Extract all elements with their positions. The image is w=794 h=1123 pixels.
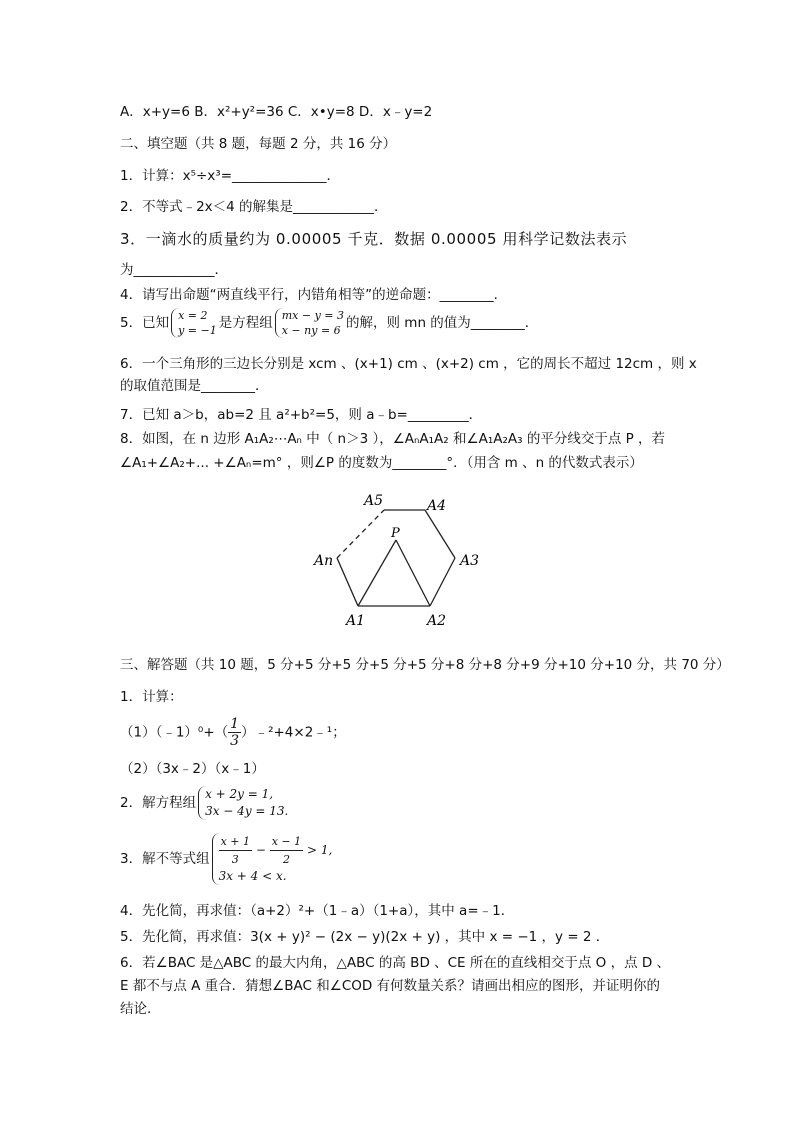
one-third-fraction xyxy=(228,716,241,749)
solve-q6-line3: 结论． xyxy=(120,1001,161,1017)
section-2-title: 二、填空题（共 8 题，每题 2 分，共 16 分） xyxy=(120,136,397,152)
solve-q1-part2: （2）（3x﹣2）（x﹣1） xyxy=(120,761,265,777)
label-a3: A3 xyxy=(460,553,480,569)
fill-q7: 7．已知 a＞b，ab=2 且 a²+b²=5，则 a﹣b=_________． xyxy=(120,407,483,423)
bisector-a1-p xyxy=(358,540,396,606)
solve-q1-part1 xyxy=(120,716,346,749)
solve-q3-pre: 3．解不等式组 xyxy=(120,851,210,867)
sys-line: x − ny = 6 xyxy=(281,324,341,337)
choice-options: A．x+y=6 B．x²+y²=36 C．x•y=8 D．x﹣y=2 xyxy=(120,104,433,120)
part1-pre: （1）（﹣1）⁰+（ xyxy=(120,724,229,741)
part1-post: ）﹣²+4×2﹣¹； xyxy=(241,724,346,741)
solve-q5: 5．先化简，再求值：3(x + y)² − (2x − y)(2x + y) ，其中 x = −1 ，y = 2 ． xyxy=(120,929,610,945)
fill-q3-line2: 为____________． xyxy=(120,262,228,278)
sys-line: x = 2 xyxy=(178,309,208,322)
fill-q4: 4．请写出命题“两直线平行，内错角相等”的逆命题：________． xyxy=(120,287,508,303)
frac-num: x − 1 xyxy=(270,833,303,851)
frac-den: 3 xyxy=(230,733,240,749)
fill-q6-line2: 的取值范围是________． xyxy=(120,378,269,394)
solve-q2 xyxy=(120,786,290,820)
fill-q8-line2: ∠A₁+∠A₂+... +∠Aₙ=m° ，则∠P 的度数为________°．（用含 m 、n 的代数式表示） xyxy=(120,455,643,471)
label-an: An xyxy=(314,553,334,569)
sys-line: 3x − 4y = 13. xyxy=(205,804,289,818)
fill-q3-line1: 3．一滴水的质量约为 0.00005 千克．数据 0.00005 用科学记数法表示 xyxy=(120,230,628,248)
edge-a1-an xyxy=(337,558,358,606)
fill-q2: 2．不等式﹣2x＜4 的解集是____________． xyxy=(120,199,388,215)
frac-num: 1 xyxy=(230,716,240,732)
label-a4: A4 xyxy=(427,498,447,514)
fill-q5-pre: 5．已知 xyxy=(120,315,170,331)
frac-2 xyxy=(270,833,303,868)
sys-line: y = −1 xyxy=(178,324,217,337)
solve-q2-pre: 2．解方程组 xyxy=(120,795,197,811)
label-p: P xyxy=(391,526,400,541)
equation-system xyxy=(275,308,344,338)
label-a1: A1 xyxy=(346,613,366,629)
fill-q5-mid: 是方程组 xyxy=(218,315,273,331)
fill-q5-post: 的解，则 mn 的值为________． xyxy=(346,315,539,331)
solve-q3 xyxy=(120,833,334,885)
edge-a4-a3 xyxy=(425,510,455,558)
fill-q8-line1: 8．如图，在 n 边形 A₁A₂⋯Aₙ 中（ n＞3 ），∠AₙA₁A₂ 和∠A₁A₂A₃ 的平分线交于点 P ，若 xyxy=(120,431,666,447)
ineq-line1 xyxy=(219,833,333,868)
fill-q5 xyxy=(120,308,538,338)
minus-sign: − xyxy=(255,843,266,857)
frac-den: 2 xyxy=(282,853,290,866)
frac-1 xyxy=(219,833,252,868)
label-a5: A5 xyxy=(364,493,384,509)
ineq-line2: 3x + 4 < x. xyxy=(218,869,287,883)
frac-num: x + 1 xyxy=(219,833,252,851)
fill-q6-line1: 6．一个三角形的三边长分别是 xcm 、(x+1) cm 、(x+2) cm ，它的周长不超过 12cm ，则 x xyxy=(120,356,697,372)
frac-den: 3 xyxy=(231,853,239,866)
edge-a3-a2 xyxy=(430,558,455,606)
dashed-edge-an-a5 xyxy=(337,510,384,558)
section-3-title: 三、解答题（共 10 题，5 分+5 分+5 分+5 分+5 分+8 分+8 分+9 分+10 分+10 分，共 70 分） xyxy=(120,657,730,673)
solve-q4: 4．先化简，再求值：（a+2）²+（1﹣a）（1+a），其中 a=﹣1． xyxy=(120,903,515,919)
fill-q1: 1．计算：x⁵÷x³=______________． xyxy=(120,168,341,184)
sys-line: mx − y = 3 xyxy=(281,309,345,322)
inequality-system xyxy=(212,833,333,885)
gt-sign: > 1, xyxy=(306,843,333,857)
bisector-a2-p xyxy=(396,540,430,606)
equation-system-q2 xyxy=(198,786,288,820)
solve-q6-line2: E 都不与点 A 重合．猜想∠BAC 和∠COD 有何数量关系？请画出相应的图形，并证明你的 xyxy=(120,978,661,994)
sys-line: x + 2y = 1, xyxy=(205,787,274,801)
solve-q6-line1: 6．若∠BAC 是△ABC 的最大内角，△ABC 的高 BD 、CE 所在的直线相交于点 O ，点 D 、 xyxy=(120,955,671,971)
label-a2: A2 xyxy=(427,613,447,629)
solve-q1: 1．计算： xyxy=(120,689,183,705)
polygon-figure xyxy=(300,485,500,635)
solution-system xyxy=(171,308,217,338)
